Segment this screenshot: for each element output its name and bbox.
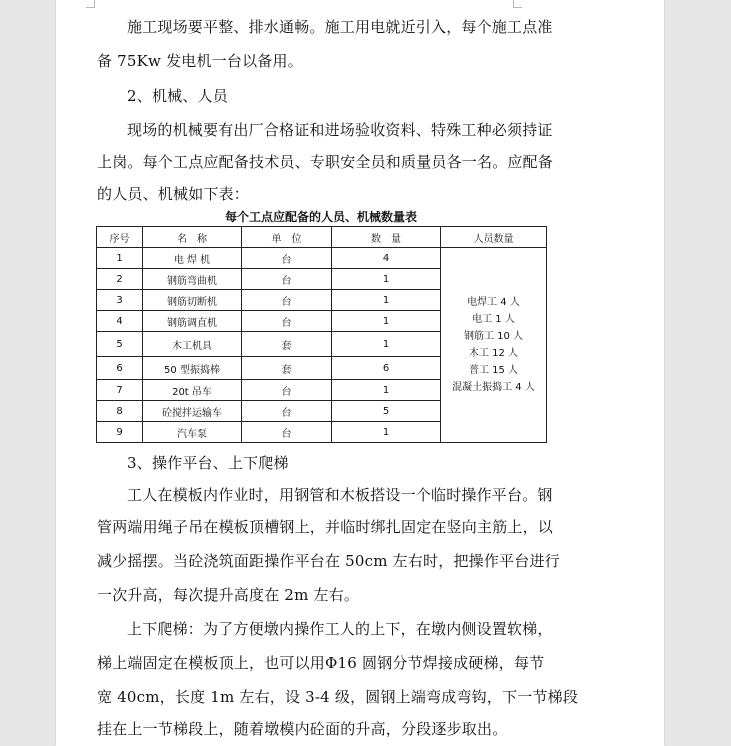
cell-no: 4 xyxy=(97,311,143,332)
cell-unit: 台 xyxy=(242,248,332,269)
paragraph-line: 一次升高，每次提升高度在 2m 左右。 xyxy=(97,586,360,604)
cell-name: 钢筋弯曲机 xyxy=(143,269,242,290)
cell-qty: 1 xyxy=(332,380,441,401)
cell-qty: 1 xyxy=(332,290,441,311)
cell-qty: 6 xyxy=(332,357,441,380)
cell-name: 钢筋调直机 xyxy=(143,311,242,332)
paragraph-line: 梯上端固定在模板顶上，也可以用Φ16 圆钢分节焊接成硬梯，每节 xyxy=(97,654,545,672)
cell-no: 3 xyxy=(97,290,143,311)
equipment-table xyxy=(96,226,547,443)
cell-qty: 1 xyxy=(332,332,441,357)
paragraph-line: 施工现场要平整、排水通畅。施工用电就近引入，每个施工点准 xyxy=(127,18,553,36)
cell-no: 2 xyxy=(97,269,143,290)
cell-name: 木工机具 xyxy=(143,332,242,357)
cell-no: 8 xyxy=(97,401,143,422)
margin-corner-mark xyxy=(513,0,522,8)
paragraph-line: 减少摇摆。当砼浇筑面距操作平台在 50cm 左右时，把操作平台进行 xyxy=(97,552,560,570)
paragraph-line: 上下爬梯：为了方便墩内操作工人的上下，在墩内侧设置软梯， xyxy=(127,620,553,638)
paragraph-line: 的人员、机械如下表： xyxy=(97,185,250,203)
section-heading: 3、操作平台、上下爬梯 xyxy=(127,454,289,472)
cell-name: 50 型振捣棒 xyxy=(143,357,242,380)
cell-no: 6 xyxy=(97,357,143,380)
cell-unit: 台 xyxy=(242,422,332,443)
paragraph-line: 管两端用绳子吊在模板顶槽钢上，并临时绑扎固定在竖向主筋上，以 xyxy=(97,518,554,536)
staff-line: 钢筋工 10 人 xyxy=(463,331,524,342)
staff-line: 电工 1 人 xyxy=(472,314,515,325)
paragraph-line: 工人在模板内作业时，用钢管和木板搭设一个临时操作平台。钢 xyxy=(127,486,553,504)
cell-qty: 1 xyxy=(332,422,441,443)
cell-name: 20t 吊车 xyxy=(143,380,242,401)
cell-unit: 台 xyxy=(242,311,332,332)
paragraph-line: 现场的机械要有出厂合格证和进场验收资料、特殊工种必须持证 xyxy=(127,121,553,139)
cell-unit: 台 xyxy=(242,380,332,401)
cell-qty: 1 xyxy=(332,269,441,290)
cell-unit: 台 xyxy=(242,401,332,422)
staff-cell xyxy=(441,248,547,443)
cell-name: 砼搅拌运输车 xyxy=(143,401,242,422)
cell-name: 电 焊 机 xyxy=(143,248,242,269)
header-no: 序号 xyxy=(97,227,143,248)
paragraph-line: 挂在上一节梯段上，随着墩模内砼面的升高，分段逐步取出。 xyxy=(97,720,508,738)
cell-no: 5 xyxy=(97,332,143,357)
paragraph-line: 上岗。每个工点应配备技术员、专职安全员和质量员各一名。应配备 xyxy=(97,153,554,171)
table-row xyxy=(97,248,547,269)
cell-no: 9 xyxy=(97,422,143,443)
margin-corner-mark xyxy=(86,0,95,8)
cell-unit: 套 xyxy=(242,332,332,357)
cell-qty: 4 xyxy=(332,248,441,269)
header-qty: 数 量 xyxy=(332,227,441,248)
cell-qty: 1 xyxy=(332,311,441,332)
table-header-row xyxy=(97,227,547,248)
staff-line: 混凝土振捣工 4 人 xyxy=(452,382,535,393)
cell-unit: 套 xyxy=(242,357,332,380)
staff-line: 普工 15 人 xyxy=(468,365,519,376)
section-heading: 2、机械、人员 xyxy=(127,87,228,105)
paragraph-line: 备 75Kw 发电机一台以备用。 xyxy=(97,52,303,70)
cell-qty: 5 xyxy=(332,401,441,422)
staff-line: 木工 12 人 xyxy=(468,348,519,359)
cell-unit: 台 xyxy=(242,269,332,290)
staff-line: 电焊工 4 人 xyxy=(467,297,520,308)
header-unit: 单 位 xyxy=(242,227,332,248)
cell-no: 7 xyxy=(97,380,143,401)
cell-name: 钢筋切断机 xyxy=(143,290,242,311)
table-title: 每个工点应配备的人员、机械数量表 xyxy=(224,210,417,224)
cell-name: 汽车泵 xyxy=(143,422,242,443)
header-name: 名 称 xyxy=(143,227,242,248)
cell-unit: 台 xyxy=(242,290,332,311)
header-staff: 人员数量 xyxy=(441,227,547,248)
cell-no: 1 xyxy=(97,248,143,269)
paragraph-line: 宽 40cm，长度 1m 左右，设 3-4 级，圆钢上端弯成弯钩，下一节梯段 xyxy=(97,688,579,706)
